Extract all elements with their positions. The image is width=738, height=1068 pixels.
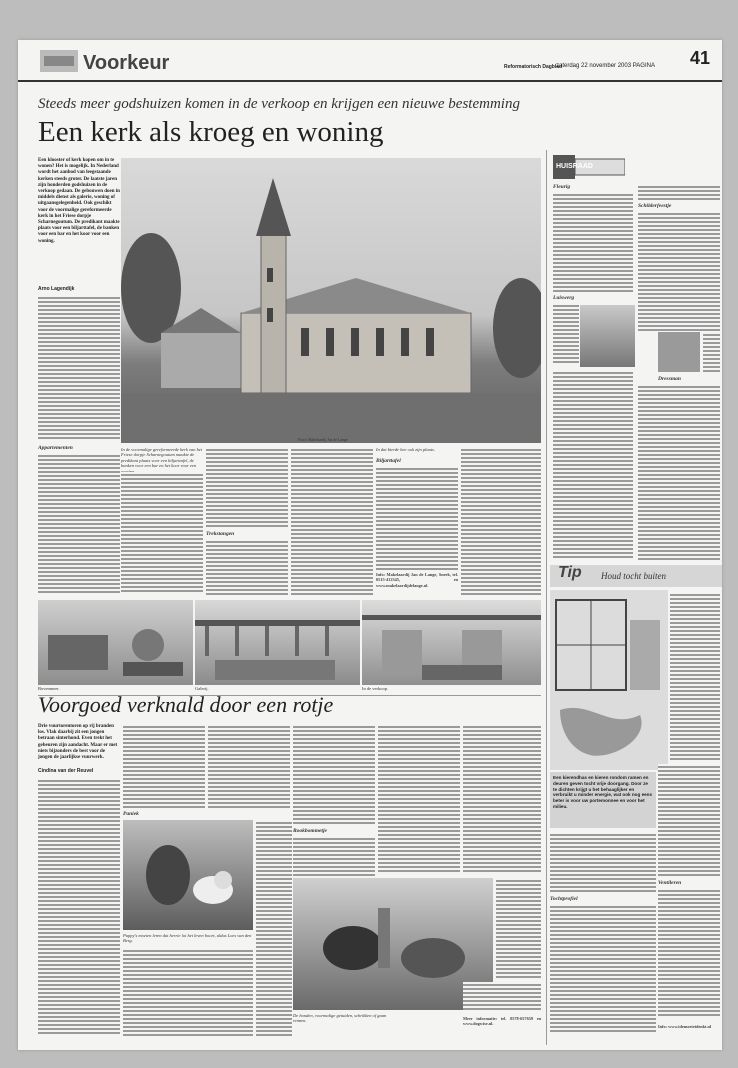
article2-column-3b	[256, 820, 292, 1036]
tip-title: Houd tocht buiten	[601, 571, 666, 581]
puppy-photo	[123, 820, 253, 930]
article2-column-6	[463, 724, 541, 874]
huisraad-column-1	[553, 192, 633, 292]
article2-caption-2: De honden, voormalige getuiden, schrikken of gaan rennen.	[293, 1013, 387, 1024]
article2-subheading-rookbommetje: Rookbommetje	[293, 828, 327, 834]
article-headline: Een kerk als kroeg en woning	[38, 116, 384, 148]
article2-column-6b	[496, 878, 541, 978]
interior-photo-galerij	[195, 600, 360, 685]
caption-bovenmeer: Bovenmeer.	[38, 686, 60, 691]
tip-column-1b	[550, 904, 656, 1034]
tip-column-2b	[658, 888, 720, 1018]
tip-column-top	[670, 592, 720, 762]
tip-illustration	[550, 590, 668, 770]
luiswerg-photo	[580, 305, 635, 367]
article2-column-1	[38, 778, 120, 1036]
huisraad-luiswerg-text	[553, 303, 579, 363]
article-column-3	[206, 447, 288, 527]
huisraad-column-2c	[638, 384, 720, 560]
article-intro: Een klooster of kerk kopen om in te wonen? Het is mogelijk. In Nederland wordt het aanbod van leegstaande kerken steeds groter. De laatste jaren zijn honderden godshuizen in de verkoop gedaan. De gebouwen doen in middels dienst als galerie, woning of uitgaansgelegenheid. Ook geschikt voor de voormalige gereformeerde kerk in het Friese dorpje Scharnegoutum. De predikant maakte plaats voor een biljarttafel, de banken voor een bar en het koor voor een woning.	[38, 158, 120, 244]
huisraad-item-fleurig: Fleurig	[553, 184, 571, 190]
draught-illustration	[550, 590, 668, 770]
article2-caption-1: Puppy's moeten leren dat herrie lot het leven hoort, aldus Loes van den Berg.	[123, 933, 252, 944]
article2-column-3	[208, 724, 290, 808]
article2-column-6c	[463, 982, 541, 1012]
article2-column-4	[293, 724, 375, 824]
huisraad-logo-text: HUISRAAD	[556, 163, 593, 170]
article-kicker: Steeds meer godshuizen komen in de verkoop en krijgen een nieuwe bestemming	[38, 96, 520, 112]
huisraad-item-dressman: Dressman	[658, 376, 681, 382]
issue-date: zaterdag 22 november 2003 PAGINA	[556, 63, 655, 69]
interior-photo-verkoop	[362, 600, 541, 685]
article-column-4	[291, 447, 373, 595]
newspaper-page	[18, 40, 722, 1050]
article-column-5	[376, 466, 458, 570]
column-divider	[546, 150, 547, 570]
article2-column-5	[378, 724, 460, 874]
huisraad-column-2	[638, 211, 720, 331]
tip-label: Tip	[558, 564, 582, 581]
article2-info: Meer informatie: tel. 0578-657659 en www.dogwise.nl.	[463, 1016, 541, 1027]
article2-column-2b	[123, 948, 253, 1036]
section-title: Voorkeur	[83, 52, 170, 74]
dressman-photo	[658, 332, 700, 372]
huisraad-column-1b	[553, 370, 633, 560]
subheading-biljarttafel: Biljarttafel	[376, 458, 401, 464]
header-ornament-icon	[40, 50, 78, 72]
huisraad-column-2-top	[638, 184, 720, 200]
huisraad-item-luiswerg: Luiswerg	[553, 295, 575, 301]
article2-headline: Voorgoed verknald door een rotje	[38, 692, 334, 717]
main-photo-caption: In de voormalige gereformeerde kerk van het Friese dorpje Scharnegoutum maakte de predikant plaats voor een biljarttafel, de banken voor een bar en het koor voor een	[121, 447, 203, 469]
church-illustration	[121, 158, 541, 443]
caption-verkoop: In de verkoop.	[362, 686, 389, 691]
photo-credit: Foto's Makelaardij Jan de Lange	[298, 438, 348, 442]
page-number: 41	[690, 48, 711, 68]
tip-subheading-ventileren: Ventileren	[658, 880, 682, 886]
column-divider-tip	[546, 560, 547, 1045]
article2-byline: Cindina van der Reuvel	[38, 768, 94, 774]
article-column-6	[461, 447, 541, 595]
article-column-1	[38, 295, 120, 441]
subheading-appartementen: Appartementen	[38, 445, 73, 451]
article-column-1b	[38, 453, 120, 595]
right-photo-caption: In dat bierde hee ook zijn plaats.	[376, 447, 435, 452]
article2-column-2	[123, 724, 205, 808]
tip-summary-box: Een kierendhas en kieren rondom ramen en deuren geven tocht vrije doorgang. Door ze te dichten krijgt u het behaaglijker en verbruikt u minder energie, wat ook nog eens beter is voor uw portemonnee en voor het milieu.	[550, 772, 656, 828]
subheading-trekstangen: Trekstangen	[206, 531, 235, 537]
article-column-3b	[206, 539, 288, 595]
tip-subheading-tochtprofiel: Tochtprofiel	[550, 896, 578, 902]
page-header	[18, 40, 722, 82]
huisraad-item-schilderfeestje: Schilderfeestje	[638, 203, 672, 209]
brand-name: Reformatorisch Dagblad	[504, 64, 563, 70]
article2-subheading-paniek: Paniek	[123, 811, 139, 817]
tip-column-1	[550, 832, 656, 892]
huisraad-column-2b	[703, 332, 720, 372]
article2-intro: Drie vuurtorentoren op rij branden los. Vlak daarbij zit een jongen betraan sinterhond. Even trekt het gebeuren zijn aandacht. Maar er met niets bijzonders de best voor de jongen de jaarlijkse vuurwerk.	[38, 724, 118, 761]
article-column-2	[121, 472, 203, 594]
article2-column-4b	[293, 836, 375, 876]
caption-galerij: Galerij.	[195, 686, 209, 691]
tip-column-2	[658, 764, 720, 876]
church-photo	[121, 158, 541, 443]
tip-info: Info: www.idemoeteidenkt.nl	[658, 1024, 712, 1029]
interior-photo-bovenmeer	[38, 600, 193, 685]
article-byline: Arno Lagendijk	[38, 286, 75, 292]
article-info: Info: Makelaardij Jan de Lange, Sneek, tel. 0515-412345, en www.makelaardijdelange.nl.	[376, 572, 458, 588]
